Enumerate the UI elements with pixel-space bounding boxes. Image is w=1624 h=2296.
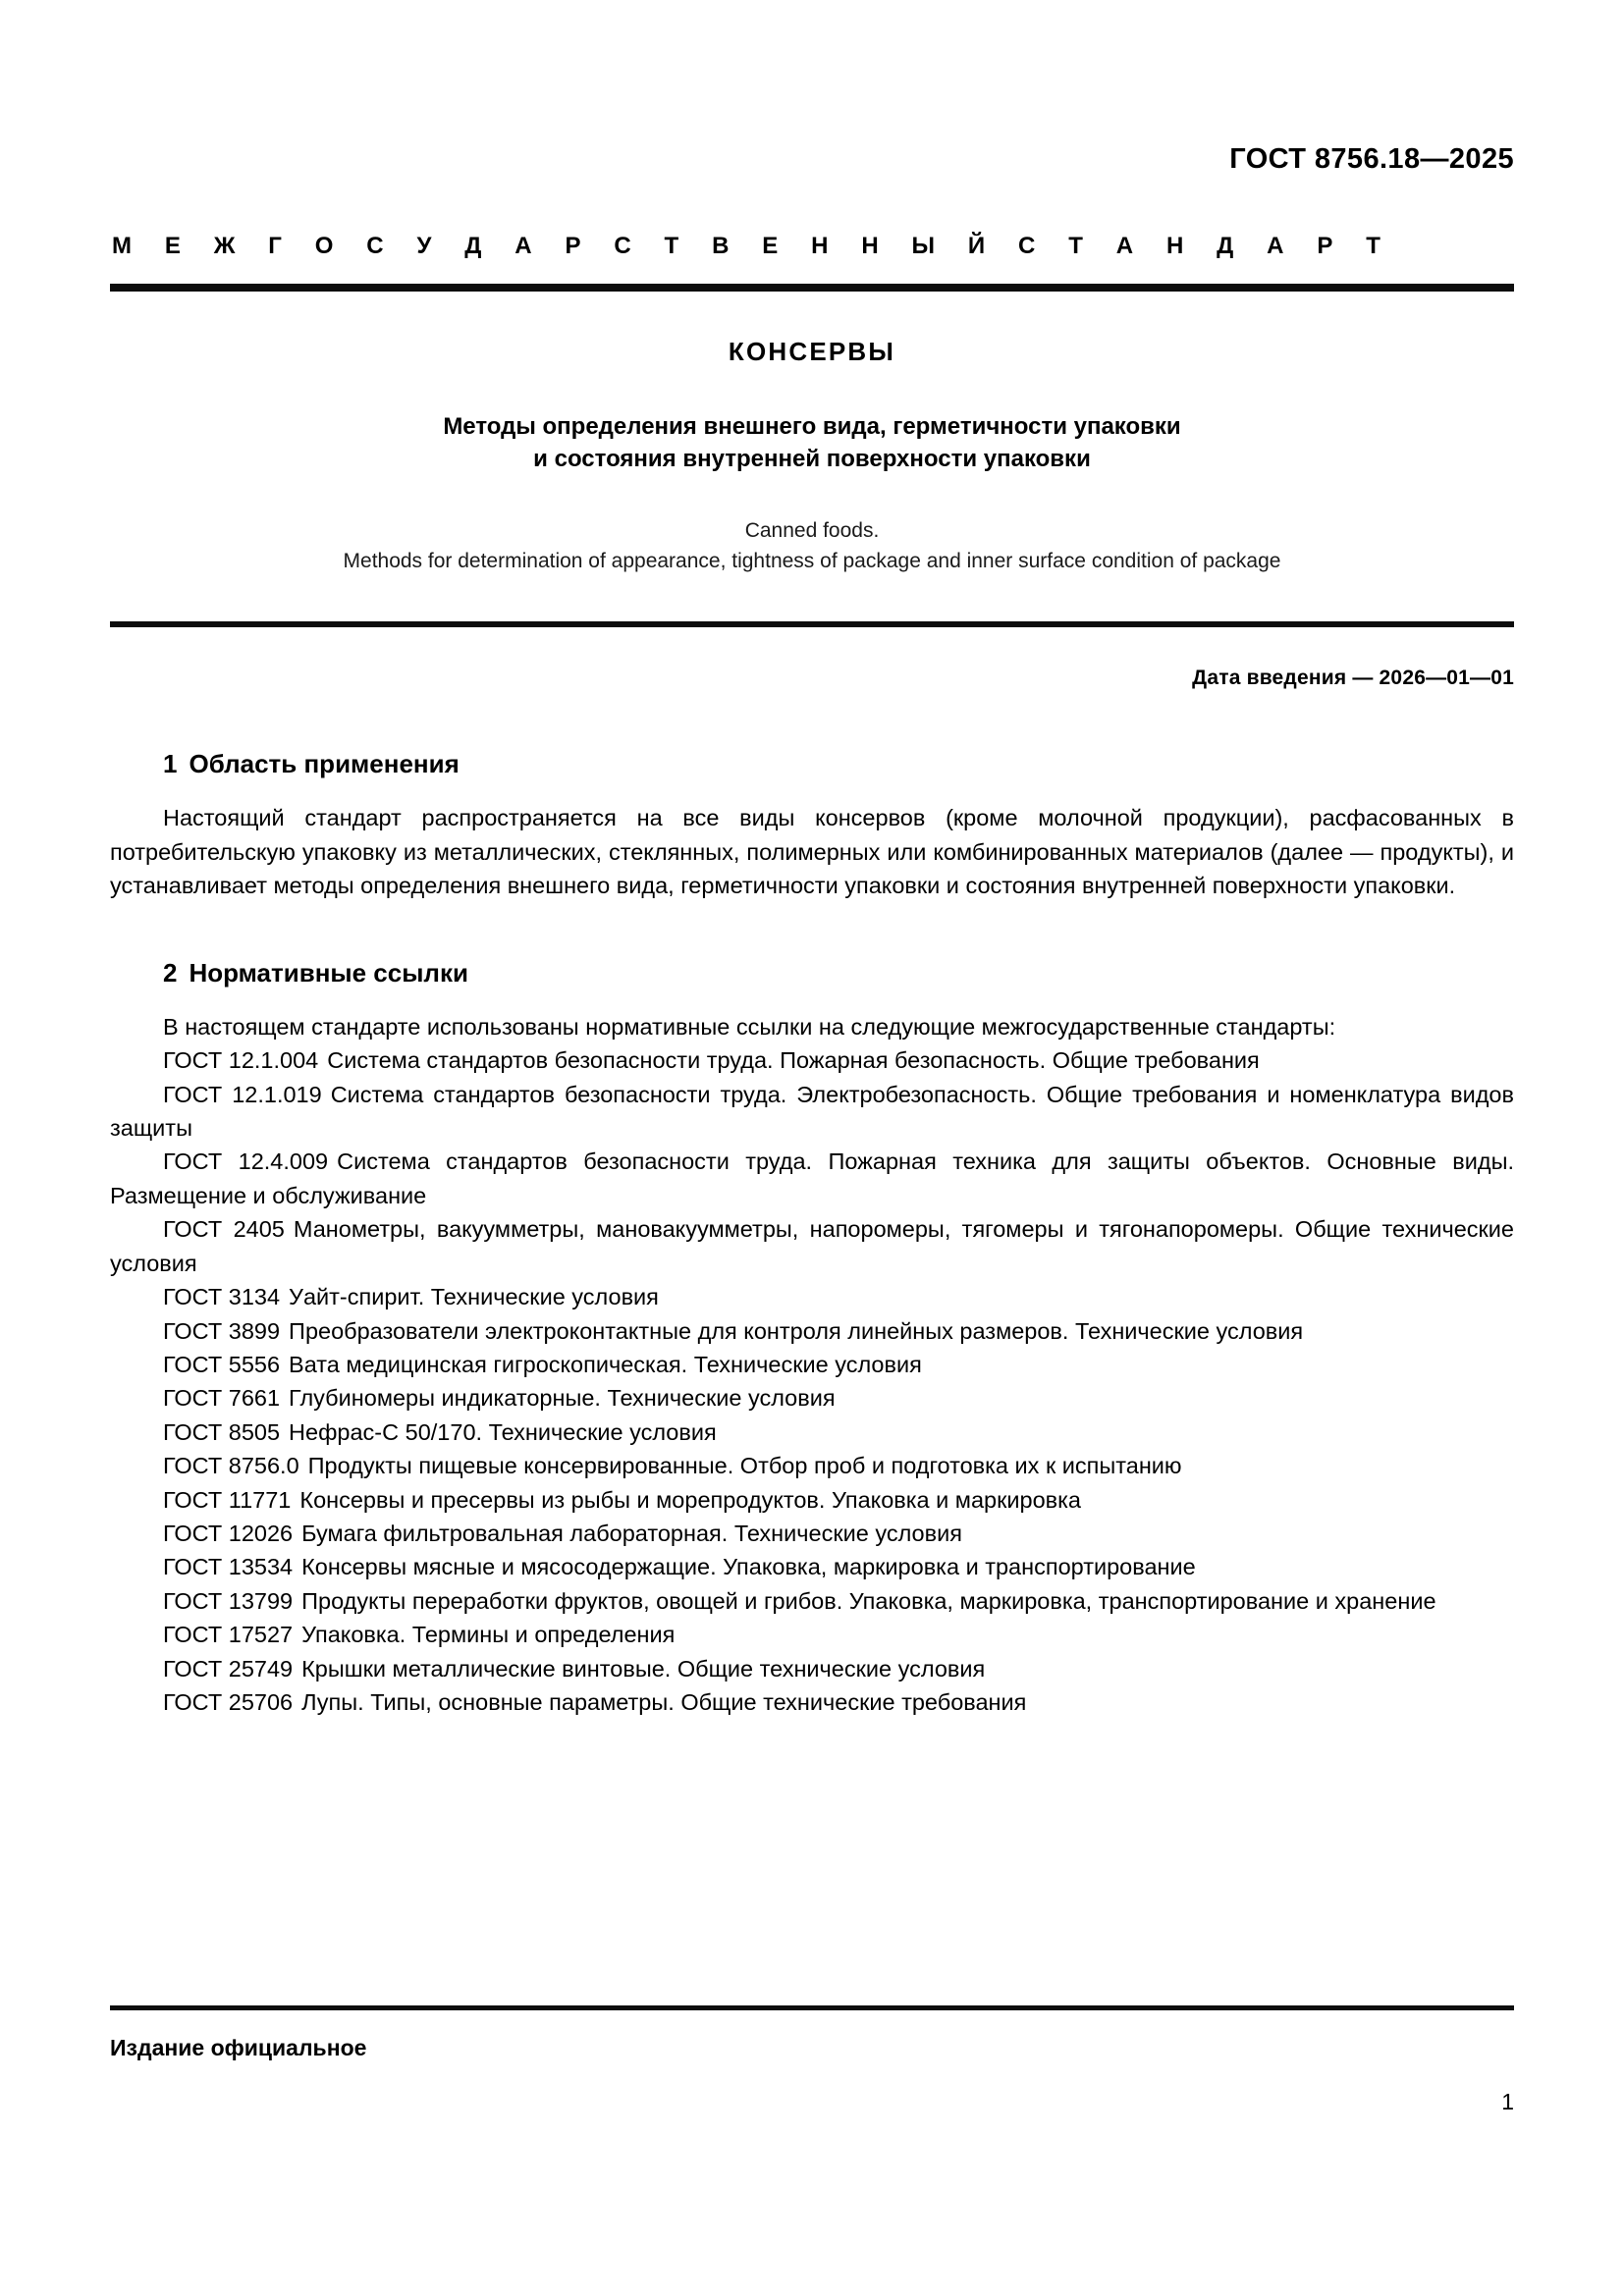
- normative-reference-item: [110, 1550, 1514, 1583]
- normative-reference-item: [110, 1584, 1514, 1618]
- reference-code: ГОСТ 11771: [163, 1486, 292, 1513]
- normative-reference-item: [110, 1618, 1514, 1651]
- reference-code: ГОСТ 12.1.019: [163, 1081, 322, 1107]
- page-number: 1: [1501, 2089, 1514, 2114]
- title-english-line2: Methods for determination of appearance, tightness of package and inner surface condition of package: [343, 549, 1281, 572]
- reference-title: Лупы. Типы, основные параметры. Общие технические требования: [301, 1689, 1027, 1716]
- document-body: [110, 749, 1514, 1720]
- reference-code: ГОСТ 8505: [163, 1418, 281, 1445]
- normative-reference-item: [110, 1685, 1514, 1719]
- reference-spacer: [293, 1550, 301, 1583]
- normative-reference-item: [110, 1043, 1514, 1077]
- header-rule-top: [110, 284, 1514, 292]
- section-2-intro: В настоящем стандарте использованы нормативные ссылки на следующие межгосударственные стандарты:: [163, 1013, 1336, 1040]
- normative-reference-item: [110, 1348, 1514, 1381]
- reference-title: Манометры, вакуумметры, мановакуумметры, напоромеры, тягомеры и тягонапоромеры. Общие технические условия: [110, 1216, 1514, 1276]
- normative-reference-item: [110, 1449, 1514, 1482]
- reference-title: Глубиномеры индикаторные. Технические условия: [289, 1385, 836, 1412]
- reference-spacer: [322, 1078, 331, 1111]
- normative-reference-item: [110, 1078, 1514, 1146]
- reference-spacer: [285, 1212, 294, 1246]
- normative-reference-item: [110, 1483, 1514, 1517]
- normative-reference-item: [110, 1381, 1514, 1415]
- title-block: [110, 337, 1514, 576]
- reference-title: Система стандартов безопасности труда. Пожарная техника для защиты объектов. Основные виды. Размещение и обслуживание: [110, 1148, 1514, 1208]
- section-2-number: 2: [163, 957, 178, 988]
- reference-title: Система стандартов безопасности труда. Пожарная безопасность. Общие требования: [327, 1047, 1260, 1074]
- normative-reference-item: [110, 1517, 1514, 1550]
- reference-title: Консервы и пресервы из рыбы и морепродуктов. Упаковка и маркировка: [299, 1486, 1081, 1513]
- reference-spacer: [318, 1043, 327, 1077]
- reference-code: ГОСТ 25706: [163, 1689, 294, 1716]
- reference-spacer: [299, 1449, 308, 1482]
- title-english: [110, 516, 1514, 576]
- reference-spacer: [280, 1280, 289, 1313]
- section-1-number: 1: [163, 749, 178, 779]
- reference-spacer: [293, 1618, 301, 1651]
- title-subtitle: [110, 410, 1514, 475]
- normative-reference-item: [110, 1314, 1514, 1348]
- reference-code: ГОСТ 12.1.004: [163, 1047, 319, 1074]
- header-rule-bottom: [110, 621, 1514, 627]
- reference-code: ГОСТ 25749: [163, 1655, 294, 1682]
- reference-spacer: [293, 1652, 301, 1685]
- normative-reference-item: [110, 1145, 1514, 1212]
- reference-spacer: [293, 1517, 301, 1550]
- reference-spacer: [280, 1381, 289, 1415]
- reference-title: Продукты переработки фруктов, овощей и грибов. Упаковка, маркировка, транспортирование и хранение: [301, 1587, 1436, 1614]
- reference-spacer: [293, 1685, 301, 1719]
- normative-reference-list: [110, 1043, 1514, 1719]
- effective-date: Дата введения — 2026—01—01: [1192, 667, 1514, 690]
- title-subtitle-line1: Методы определения внешнего вида, герметичности упаковки: [443, 413, 1181, 440]
- reference-title: Преобразователи электроконтактные для контроля линейных размеров. Технические условия: [289, 1317, 1304, 1344]
- official-edition-note: Издание официальное: [110, 2035, 367, 2060]
- normative-reference-item: [110, 1280, 1514, 1313]
- reference-spacer: [280, 1415, 289, 1449]
- reference-title: Уайт-спирит. Технические условия: [289, 1284, 659, 1310]
- reference-spacer: [293, 1584, 301, 1618]
- reference-code: ГОСТ 17527: [163, 1622, 294, 1648]
- reference-code: ГОСТ 8756.0: [163, 1453, 299, 1479]
- reference-code: ГОСТ 3899: [163, 1317, 281, 1344]
- normative-reference-item: [110, 1652, 1514, 1685]
- section-2-title: Нормативные ссылки: [189, 957, 468, 988]
- reference-code: ГОСТ 12.4.009: [163, 1148, 329, 1175]
- section-1-paragraph: Настоящий стандарт распространяется на все виды консервов (кроме молочной продукции), расфасованных в потребительскую упаковку из металлических, стеклянных, полимерных или комбинированных материалов (далее — продукты), и устанавливает методы определения внешнего вида, герметичности упаковки и состояния внутренней поверхности упаковки.: [110, 805, 1514, 899]
- footer-rule: [110, 2005, 1514, 2010]
- running-head-standard-number: ГОСТ 8756.18—2025: [1229, 143, 1514, 175]
- reference-title: Вата медицинская гигроскопическая. Технические условия: [289, 1351, 922, 1377]
- section-1-title: Область применения: [189, 749, 460, 779]
- reference-spacer: [280, 1314, 289, 1348]
- title-main: КОНСЕРВЫ: [728, 337, 896, 366]
- reference-code: ГОСТ 13534: [163, 1554, 294, 1580]
- reference-code: ГОСТ 7661: [163, 1385, 281, 1412]
- reference-spacer: [280, 1348, 289, 1381]
- title-subtitle-line2: и состояния внутренней поверхности упаковки: [533, 446, 1091, 473]
- reference-title: Продукты пищевые консервированные. Отбор проб и подготовка их к испытанию: [307, 1453, 1182, 1479]
- reference-title: Система стандартов безопасности труда. Электробезопасность. Общие требования и номенклатура видов защиты: [110, 1081, 1514, 1141]
- reference-title: Крышки металлические винтовые. Общие технические условия: [301, 1655, 986, 1682]
- section-2-heading: [110, 958, 1514, 988]
- reference-title: Нефрас-С 50/170. Технические условия: [289, 1418, 717, 1445]
- reference-title: Консервы мясные и мясосодержащие. Упаковка, маркировка и транспортирование: [301, 1554, 1196, 1580]
- reference-title: Бумага фильтровальная лабораторная. Технические условия: [301, 1521, 962, 1547]
- reference-title: Упаковка. Термины и определения: [301, 1622, 676, 1648]
- title-english-line1: Canned foods.: [744, 519, 880, 543]
- normative-reference-item: [110, 1212, 1514, 1280]
- reference-spacer: [328, 1145, 337, 1178]
- document-class-line: М Е Ж Г О С У Д А Р С Т В Е Н Н Ы Й С Т А Н Д А Р Т: [112, 233, 1394, 259]
- reference-code: ГОСТ 13799: [163, 1587, 294, 1614]
- normative-reference-item: [110, 1415, 1514, 1449]
- reference-code: ГОСТ 3134: [163, 1284, 281, 1310]
- reference-code: ГОСТ 2405: [163, 1216, 285, 1243]
- reference-code: ГОСТ 5556: [163, 1351, 281, 1377]
- reference-code: ГОСТ 12026: [163, 1521, 294, 1547]
- section-1-heading: [110, 749, 1514, 779]
